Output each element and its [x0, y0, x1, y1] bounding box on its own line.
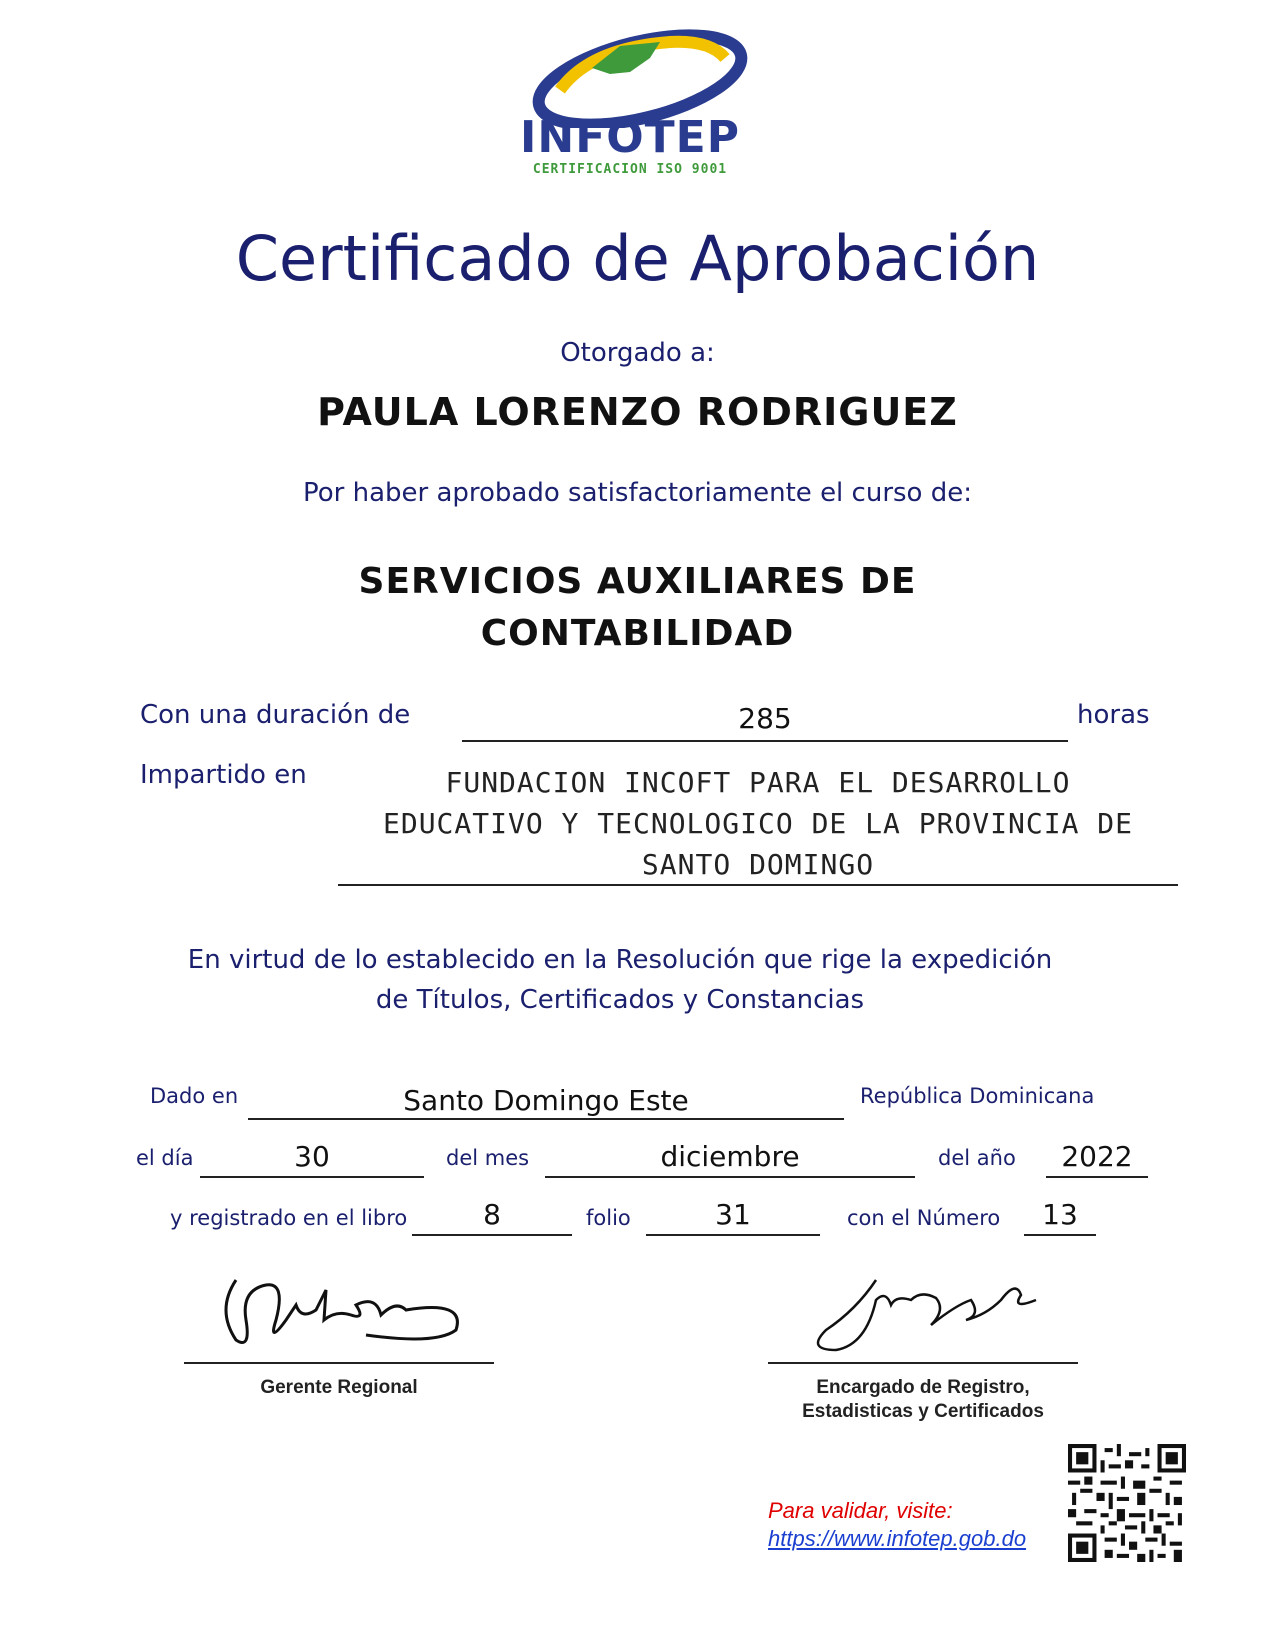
resolution-text: [140, 940, 1100, 1020]
day-value: 30: [294, 1140, 330, 1173]
folio-value: 31: [715, 1198, 751, 1231]
number-underline: [1024, 1234, 1096, 1236]
year-label: del año: [938, 1146, 1016, 1170]
granted-to-label: Otorgado a:: [560, 338, 715, 368]
day-label: el día: [136, 1146, 194, 1170]
signer-left-role: Gerente Regional: [260, 1377, 418, 1398]
duration-value: 285: [738, 702, 792, 735]
city-underline: [248, 1118, 844, 1120]
book-label: y registrado en el libro: [170, 1206, 408, 1230]
institution-underline: [338, 884, 1178, 886]
signature-left-icon: [206, 1260, 476, 1360]
institution-name: [338, 762, 1178, 885]
signer-right-role-line-2: Estadisticas y Certificados: [802, 1401, 1044, 1422]
signature-right-icon: [796, 1270, 1056, 1360]
number-label: con el Número: [847, 1206, 1001, 1230]
signature-right-line: [768, 1362, 1078, 1364]
course-line-1: SERVICIOS AUXILIARES DE: [358, 561, 917, 602]
recipient-name: PAULA LORENZO RODRIGUEZ: [317, 390, 958, 434]
duration-unit: horas: [1077, 700, 1150, 730]
year-underline: [1046, 1176, 1148, 1178]
month-underline: [545, 1176, 915, 1178]
institution-line-2: EDUCATIVO Y TECNOLOGICO DE LA PROVINCIA DE: [382, 807, 1133, 840]
book-underline: [412, 1234, 572, 1236]
certificate-title: Certificado de Aprobación: [235, 222, 1040, 295]
course-line-2: CONTABILIDAD: [480, 613, 795, 654]
logo-name: INFOTEP: [520, 112, 740, 163]
month-label: del mes: [446, 1146, 530, 1170]
institution-line-3: SANTO DOMINGO: [641, 848, 875, 881]
given-in-label: Dado en: [150, 1084, 239, 1108]
folio-underline: [646, 1234, 820, 1236]
year-value: 2022: [1061, 1140, 1133, 1173]
resolution-line-2: de Títulos, Certificados y Constancias: [375, 985, 865, 1015]
book-value: 8: [483, 1198, 501, 1231]
given-city: Santo Domingo Este: [403, 1084, 689, 1117]
imparted-label: Impartido en: [140, 760, 307, 790]
validation-text: Para validar, visite:: [768, 1498, 953, 1523]
qr-code-icon: [1068, 1444, 1186, 1562]
given-country: República Dominicana: [860, 1084, 1095, 1108]
signer-right-role: [768, 1376, 1078, 1424]
logo-subtitle: CERTIFICACION ISO 9001: [532, 162, 728, 177]
institution-line-1: FUNDACION INCOFT PARA EL DESARROLLO: [445, 766, 1071, 799]
reason-text: Por haber aprobado satisfactoriamente el curso de:: [302, 478, 972, 508]
day-underline: [200, 1176, 424, 1178]
duration-label: Con una duración de: [140, 700, 411, 730]
duration-underline: [462, 740, 1068, 742]
resolution-line-1: En virtud de lo establecido en la Resolución que rige la expedición: [187, 945, 1053, 975]
number-value: 13: [1042, 1198, 1078, 1231]
month-value: diciembre: [660, 1140, 800, 1173]
signer-right-role-line-1: Encargado de Registro,: [816, 1377, 1030, 1398]
course-name: [250, 556, 1025, 660]
validation-link[interactable]: https://www.infotep.gob.do: [768, 1526, 1027, 1551]
signature-left-line: [184, 1362, 494, 1364]
folio-label: folio: [586, 1206, 631, 1230]
